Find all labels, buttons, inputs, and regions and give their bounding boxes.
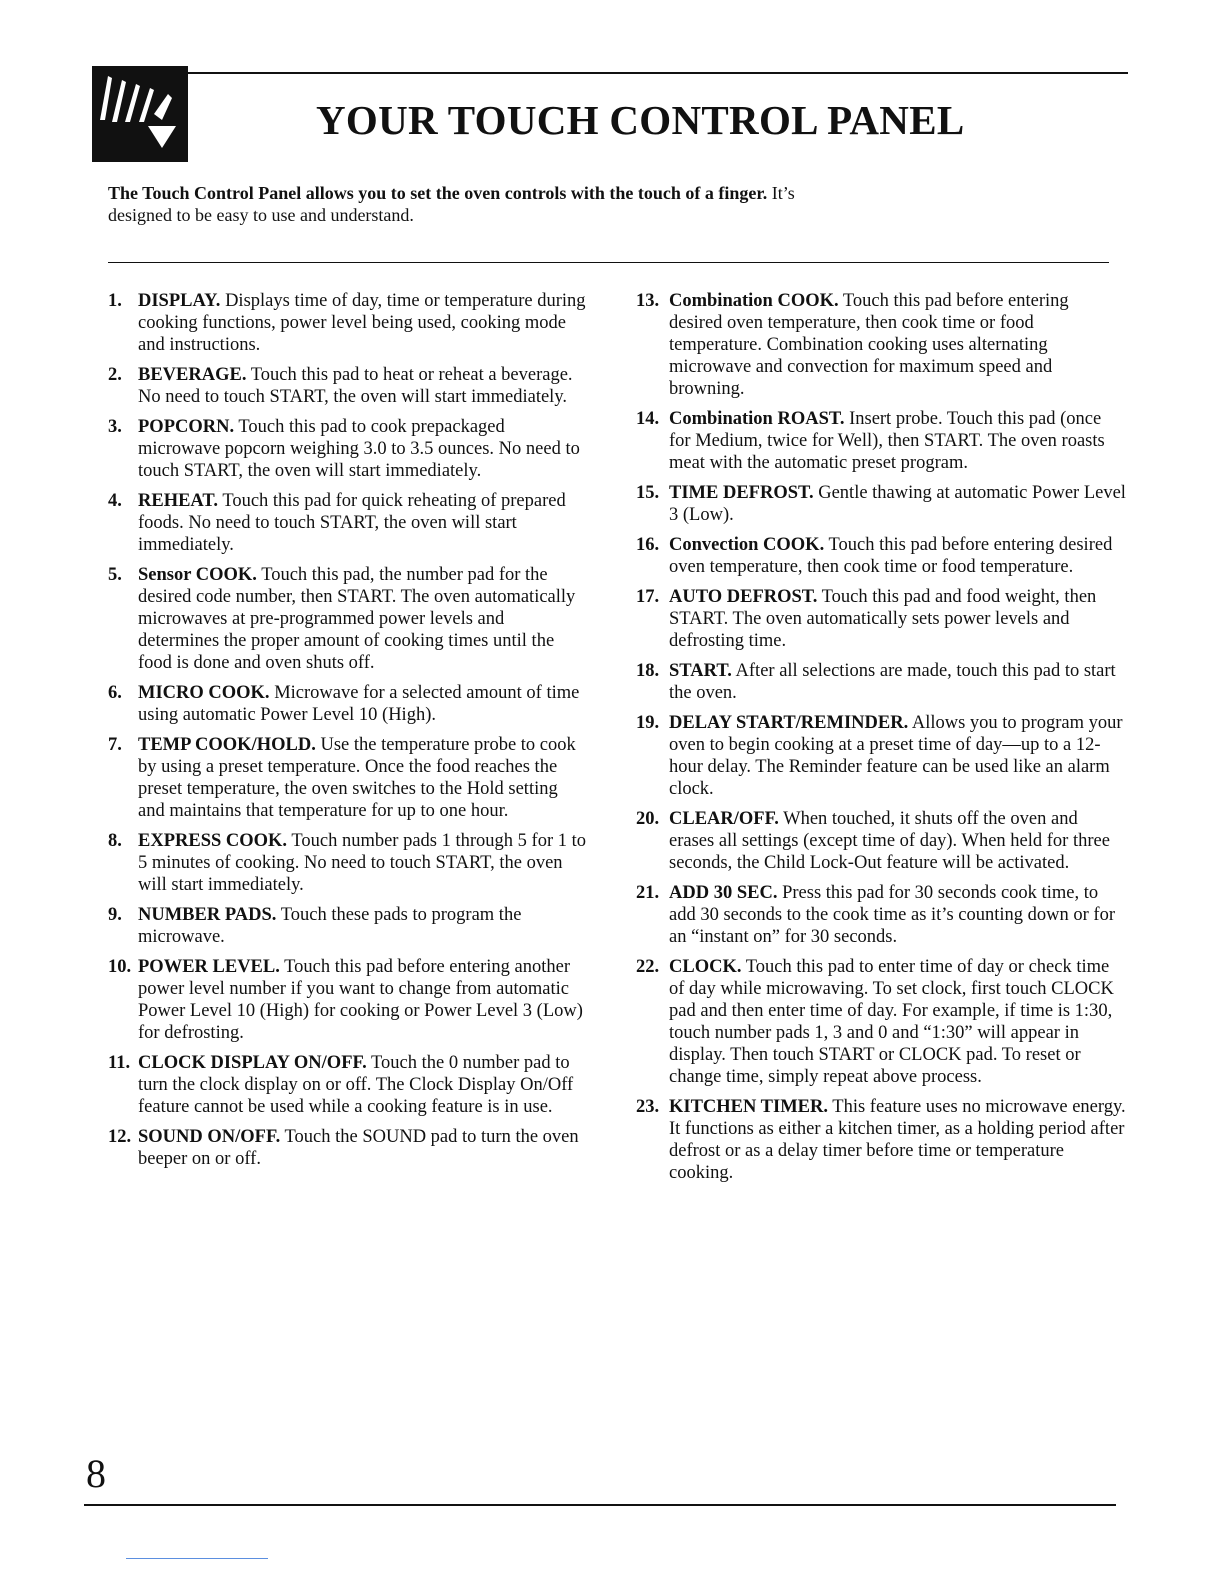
item-number: 22. [636, 957, 660, 977]
item-description: Touch number pads 1 through 5 for 1 to 5 minutes of cooking. No need to touch START, the oven will start immediately. [138, 831, 587, 895]
item-description: Touch this pad before entering desired oven temperature, then cook time or food temperature. Combination cooking uses alternating microwave and convection for maximum speed and browning. [669, 291, 1069, 399]
item-description: After all selections are made, touch this pad to start the oven. [669, 661, 1116, 703]
list-item [108, 734, 588, 822]
item-description: Touch this pad to cook prepackaged microwave popcorn weighing 3.0 to 3.5 ounces. No need to touch START, the oven will start immediately. [138, 417, 580, 481]
item-description: Touch this pad for quick reheating of prepared foods. No need to touch START, the oven will start immediately. [138, 491, 566, 555]
item-number: 2. [108, 365, 122, 385]
list-item [108, 682, 588, 726]
list-item [108, 830, 588, 896]
item-term: EXPRESS COOK. [138, 831, 288, 851]
hand-arrow-icon [92, 66, 188, 162]
list-item [108, 416, 588, 482]
item-term: TEMP COOK/HOLD. [138, 735, 316, 755]
item-term: POPCORN. [138, 417, 235, 437]
item-number: 23. [636, 1097, 660, 1117]
item-term: ADD 30 SEC. [669, 883, 778, 903]
list-item [108, 1126, 588, 1170]
list-item [636, 882, 1126, 948]
intro-paragraph [108, 182, 808, 226]
item-description: Gentle thawing at automatic Power Level 3 (Low). [669, 483, 1126, 525]
item-term: POWER LEVEL. [138, 957, 280, 977]
list-item [636, 482, 1126, 526]
intro-text: It’s designed to be easy to use and understand. [108, 183, 795, 225]
list-item [636, 712, 1126, 800]
footer-rule [84, 1504, 1116, 1506]
item-description: Microwave for a selected amount of time using automatic Power Level 10 (High). [138, 683, 580, 725]
item-number: 1. [108, 291, 122, 311]
item-number: 12. [108, 1127, 132, 1147]
list-item [636, 660, 1126, 704]
item-term: Convection COOK. [669, 535, 825, 555]
item-description: When touched, it shuts off the oven and erases all settings (except time of day). When held for three seconds, the Child Lock-Out feature will be activated. [669, 809, 1110, 873]
item-term: Combination COOK. [669, 291, 839, 311]
item-term: KITCHEN TIMER. [669, 1097, 828, 1117]
item-number: 16. [636, 535, 660, 555]
item-term: REHEAT. [138, 491, 219, 511]
item-number: 9. [108, 905, 122, 925]
feature-list-left [108, 290, 588, 1178]
item-number: 6. [108, 683, 122, 703]
item-description: Press this pad for 30 seconds cook time, to add 30 seconds to the cook time as it’s counting down or for an “instant on” for 30 seconds. [669, 883, 1115, 947]
item-description: This feature uses no microwave energy. It functions as either a kitchen timer, as a holding period after defrost or as a delay timer before time or temperature cooking. [669, 1097, 1126, 1183]
item-description: Allows you to program your oven to begin cooking at a preset time of day—up to a 12-hour delay. The Reminder feature can be used like an alarm clock. [669, 713, 1123, 799]
scan-mark [126, 1558, 268, 1559]
item-description: Touch this pad, the number pad for the desired code number, then START. The oven automatically microwaves at pre-programmed power levels and determines the proper amount of cooking times until the food is done and oven shuts off. [138, 565, 576, 673]
item-number: 18. [636, 661, 660, 681]
list-item [636, 534, 1126, 578]
item-number: 11. [108, 1053, 131, 1073]
section-divider [108, 262, 1109, 263]
item-term: DELAY START/REMINDER. [669, 713, 909, 733]
item-number: 19. [636, 713, 660, 733]
list-item [636, 1096, 1126, 1184]
list-item [108, 564, 588, 674]
item-term: CLOCK DISPLAY ON/OFF. [138, 1053, 367, 1073]
item-number: 15. [636, 483, 660, 503]
item-description: Touch the SOUND pad to turn the oven beeper on or off. [138, 1127, 579, 1169]
list-item [636, 956, 1126, 1088]
item-term: MICRO COOK. [138, 683, 270, 703]
item-description: Touch this pad before entering desired oven temperature, then cook time or food temperature. [669, 535, 1113, 577]
item-term: Sensor COOK. [138, 565, 257, 585]
item-description: Touch the 0 number pad to turn the clock display on or off. The Clock Display On/Off feature cannot be used while a cooking feature is in use. [138, 1053, 574, 1117]
list-item [636, 586, 1126, 652]
item-term: START. [669, 661, 732, 681]
item-term: AUTO DEFROST. [669, 587, 818, 607]
item-description: Touch this pad to enter time of day or check time of day while microwaving. To set clock, first touch CLOCK pad and then enter time of day. For example, if time is 1:30, touch number pads 1, 3 and 0 and “1:30” will appear in display. Then touch START or CLOCK pad. To reset or change time, simply repeat above process. [669, 957, 1114, 1087]
intro-bold-text: The Touch Control Panel allows you to set the oven controls with the touch of a finger. [108, 183, 768, 203]
item-number: 3. [108, 417, 122, 437]
item-number: 4. [108, 491, 122, 511]
item-number: 17. [636, 587, 660, 607]
list-item [636, 290, 1126, 400]
list-item [108, 1052, 588, 1118]
item-term: CLEAR/OFF. [669, 809, 779, 829]
item-term: TIME DEFROST. [669, 483, 814, 503]
item-description: Touch this pad to heat or reheat a beverage. No need to touch START, the oven will start immediately. [138, 365, 573, 407]
page-title: YOUR TOUCH CONTROL PANEL [316, 97, 965, 143]
item-description: Insert probe. Touch this pad (once for Medium, twice for Well), then START. The oven roasts meat with the automatic preset program. [669, 409, 1105, 473]
header-rule [92, 72, 1128, 74]
item-term: BEVERAGE. [138, 365, 247, 385]
item-description: Touch this pad and food weight, then START. The oven automatically sets power levels and defrosting time. [669, 587, 1097, 651]
list-item [108, 956, 588, 1044]
item-term: SOUND ON/OFF. [138, 1127, 281, 1147]
list-item [636, 808, 1126, 874]
item-number: 7. [108, 735, 122, 755]
item-description: Touch these pads to program the microwave. [138, 905, 522, 947]
item-description: Use the temperature probe to cook by using a preset temperature. Once the food reaches the preset temperature, the oven switches to the Hold setting and maintains that temperature for up to one hour. [138, 735, 576, 821]
item-number: 20. [636, 809, 660, 829]
list-item [108, 364, 588, 408]
item-number: 8. [108, 831, 122, 851]
item-number: 21. [636, 883, 660, 903]
item-term: NUMBER PADS. [138, 905, 277, 925]
item-term: DISPLAY. [138, 291, 221, 311]
item-number: 10. [108, 957, 132, 977]
item-number: 14. [636, 409, 660, 429]
item-term: CLOCK. [669, 957, 742, 977]
item-description: Touch this pad before entering another power level number if you want to change from automatic Power Level 10 (High) for cooking or Power Level 3 (Low) for defrosting. [138, 957, 583, 1043]
list-item [108, 490, 588, 556]
feature-list-right [636, 290, 1126, 1192]
list-item [636, 408, 1126, 474]
item-description: Displays time of day, time or temperature during cooking functions, power level being used, cooking mode and instructions. [138, 291, 586, 355]
list-item [108, 290, 588, 356]
list-item [108, 904, 588, 948]
item-number: 13. [636, 291, 660, 311]
item-term: Combination ROAST. [669, 409, 845, 429]
page-number: 8 [86, 1451, 106, 1496]
item-number: 5. [108, 565, 122, 585]
